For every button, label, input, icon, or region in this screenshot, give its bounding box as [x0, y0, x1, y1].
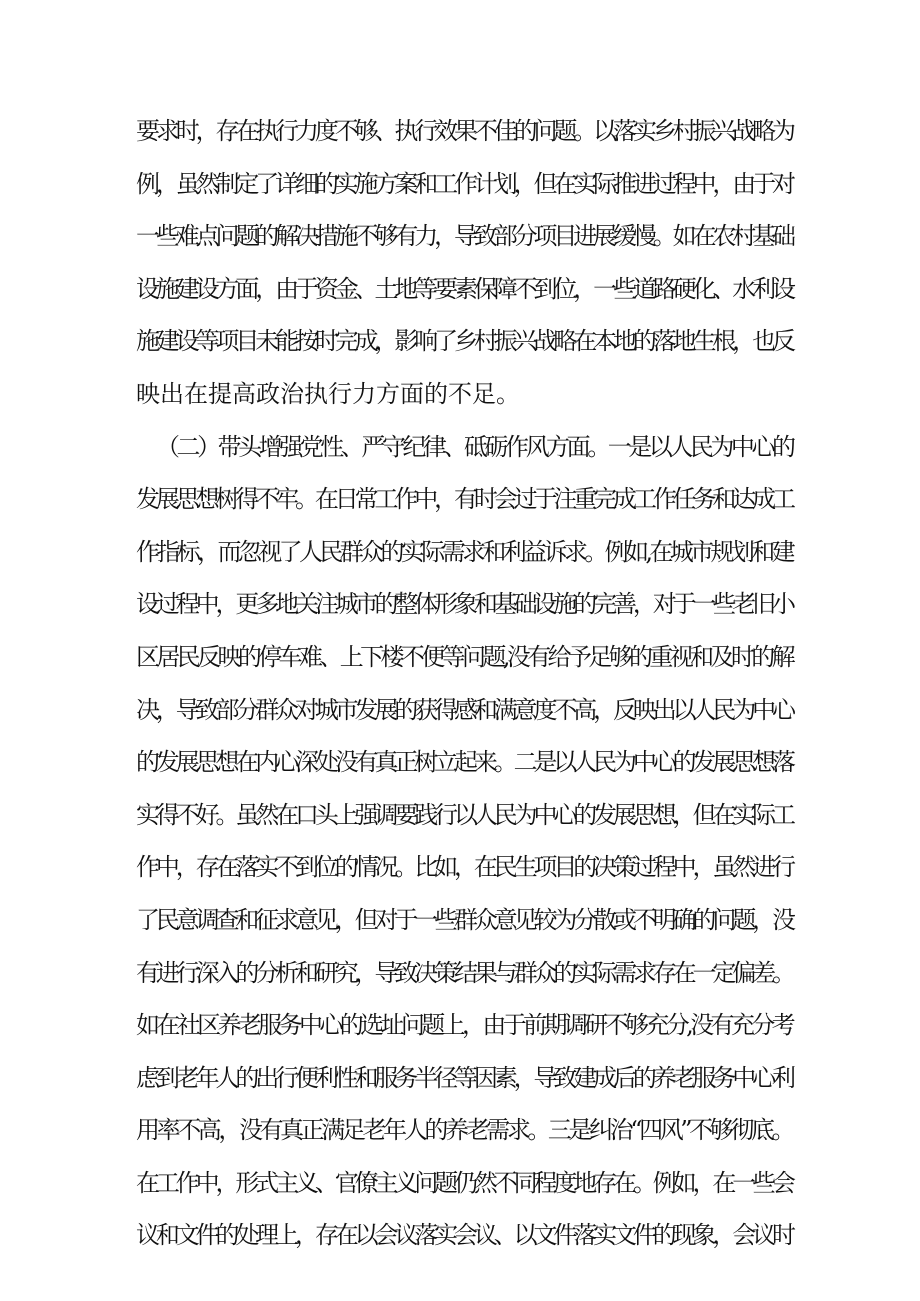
text-line: 作中，存在落实不到位的情况。比如，在民生项目的决策过程中，虽然进行 — [136, 853, 792, 882]
text-line: 一些难点问题的解决措施不够有力，导致部分项目进展缓慢。如在农村基础 — [136, 222, 792, 251]
text-line: 实得不好。虽然在口头上强调要践行以人民为中心的发展思想，但在实际工 — [136, 800, 792, 829]
text-line: 施建设等项目未能按时完成，影响了乡村振兴战略在本地的落地生根，也反 — [136, 327, 792, 356]
text-line: 例，虽然制定了详细的实施方案和工作计划，但在实际推进过程中，由于对 — [136, 169, 792, 198]
text-line: 发展思想树得不牢。在日常工作中，有时会过于注重完成工作任务和达成工 — [136, 485, 792, 514]
text-line: 区居民反映的停车难、上下楼不便等问题,没有给予足够的重视和及时的解 — [136, 642, 793, 671]
text-line: 决，导致部分群众对城市发展的获得感和满意度不高，反映出以人民为中心 — [136, 695, 792, 724]
text-line: 设施建设方面，由于资金、土地等要素保障不到位，一些道路硬化、水利设 — [136, 274, 792, 303]
text-line: 如在社区养老服务中心的选址问题上，由于前期调研不够充分,没有充分考 — [136, 1011, 793, 1040]
text-line: （二）带头增强党性、严守纪律、砥砺作风方面。一是以人民为中心的 — [156, 432, 793, 461]
text-line: 映出在提高政治执行力方面的不足。 — [136, 379, 520, 408]
text-line: 议和文件的处理上，存在以会议落实会议、以文件落实文件的现象，会议时 — [136, 1221, 792, 1250]
text-line: 用率不高，没有真正满足老年人的养老需求。三是纠治“四风”不够彻底。 — [136, 1116, 793, 1145]
text-line: 有进行深入的分析和研究，导致决策结果与群众的实际需求存在一定偏差。 — [136, 958, 792, 987]
text-line: 虑到老年人的出行便利性和服务半径等因素，导致建成后的养老服务中心利 — [136, 1063, 792, 1092]
text-line: 要求时，存在执行力度不够、执行效果不佳的问题。以落实乡村振兴战略为 — [136, 117, 792, 145]
text-line: 设过程中，更多地关注城市的整体形象和基础设施的完善，对于一些老旧小 — [136, 590, 792, 619]
text-line: 作指标，而忽视了人民群众的实际需求和利益诉求。例如,在城市规划和建 — [136, 537, 793, 566]
text-line: 在工作中，形式主义、官僚主义问题仍然不同程度地存在。例如，在一些会 — [136, 1168, 792, 1197]
text-line: 的发展思想在内心深处没有真正树立起来。二是以人民为中心的发展思想落 — [136, 748, 792, 777]
text-line: 了民意调查和征求意见，但对于一些群众意见较为分散或不明确的问题，没 — [136, 905, 792, 934]
body-text — [136, 105, 796, 1262]
